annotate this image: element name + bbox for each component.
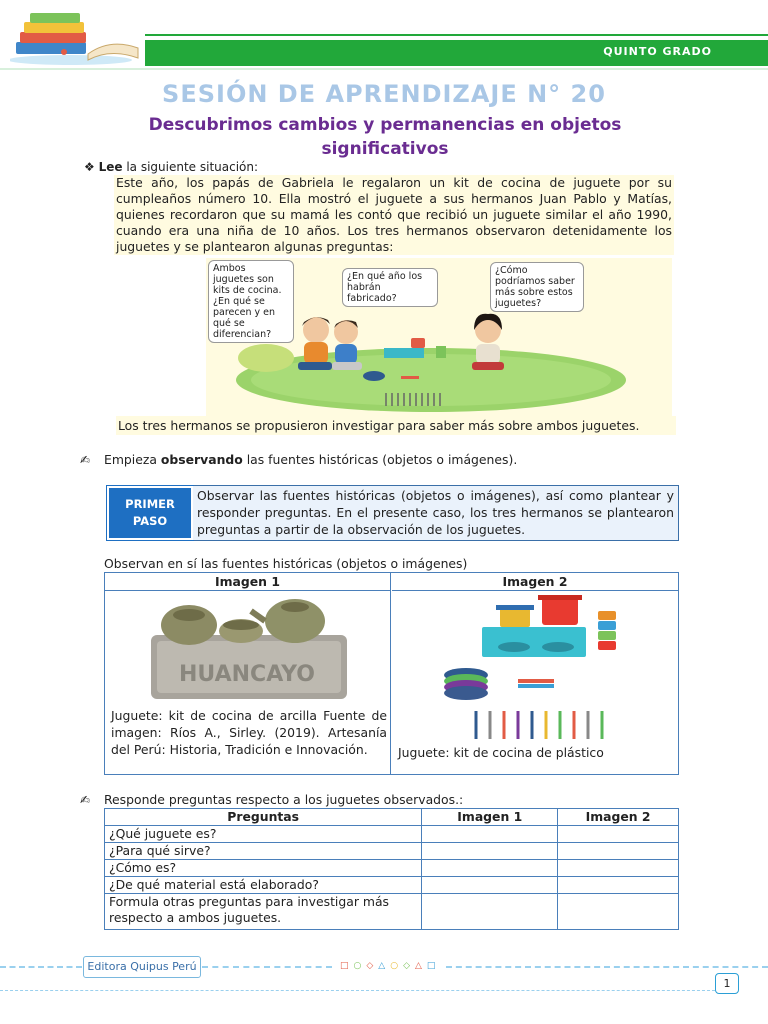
question-cell: ¿Cómo es? [105,860,422,877]
instruction-observe-post: las fuentes históricas (objetos o imágenes). [242,452,518,467]
table-row [105,860,679,877]
instruction-observe-bold: observando [160,452,243,467]
answer-cell[interactable] [558,843,679,860]
table-row [105,877,679,894]
header-bar [145,40,768,66]
footer-bottom-line [0,990,715,991]
table-row [105,894,679,930]
footer-dashed-line [202,966,332,968]
question-cell: ¿Para qué sirve? [105,843,422,860]
first-step-label [107,486,193,540]
table-row [105,826,679,843]
speech-bubble-3: ¿Cómo podríamos saber más sobre estos juguetes? [490,262,584,312]
books-logo [10,8,145,66]
questions-table [104,808,679,930]
grade-label: QUINTO GRADO [603,45,712,58]
instruction-observe [104,452,517,467]
table-row [105,843,679,860]
footer-dashed-line [446,966,768,968]
answer-cell[interactable] [558,826,679,843]
answer-cell[interactable] [558,894,679,930]
question-cell: ¿Qué juguete es? [105,826,422,843]
read-instruction-rest: la siguiente situación: [122,160,259,174]
answer-cell[interactable] [422,843,558,860]
speech-bubble-1: Ambos juguetes son kits de cocina. ¿En qué se parecen y en qué se diferencian? [208,260,294,343]
speech-bubble-2: ¿En qué año los habrán fabricado? [342,268,438,307]
image-table [104,572,679,775]
pencil-bullet-icon: ✍ [80,793,91,807]
image-1-header: Imagen 1 [105,573,390,591]
first-step-box [106,485,679,541]
clay-kitchen-image [143,593,353,705]
image-2-caption: Juguete: kit de cocina de plástico [398,745,604,760]
observe-caption: Observan en sí las fuentes históricas (objetos o imágenes) [104,556,468,571]
first-step-text: Observar las fuentes históricas (objetos o imágenes), así como plantear y responder preguntas. En el presente caso, los tres hermanos se plantearon preguntas a partir de la observación de los juguetes. [193,486,678,540]
header-divider [0,68,768,70]
image-2-column [392,573,678,774]
image-1-column [105,573,391,774]
image-1-caption: Juguete: kit de cocina de arcilla Fuente de imagen: Ríos A., Sirley. (2019). Artesanía del Perú: Historia, Tradición e Innovación. [111,708,387,757]
clay-stamp-text: HUANCAYO [179,662,315,687]
read-instruction-bold: Lee [98,160,123,174]
image-1-answer-header: Imagen 1 [422,809,558,826]
image-2-header: Imagen 2 [392,573,678,591]
page-subtitle: Descubrimos cambios y permanencias en objetos significativos [148,115,622,159]
footer-dashed-line [0,966,82,968]
page-title: SESIÓN DE APRENDIZAJE N° 20 [162,80,606,108]
plastic-kitchen-image [442,593,632,743]
page-number: 1 [715,973,739,994]
answer-cell[interactable] [422,860,558,877]
pencil-bullet-icon: ✍ [80,453,91,467]
questions-header: Preguntas [105,809,422,826]
questions-header-row [105,809,679,826]
footer-shapes-icon: □ ○ ◇ △ ○ ◇ △ □ [340,961,436,971]
answer-cell[interactable] [422,894,558,930]
read-instruction [84,160,258,174]
story-paragraph: Este año, los papás de Gabriela le regalaron un kit de cocina de juguete por su cumpleaños número 10. Ella mostró el juguete a sus hermanos Juan Pablo y Matías, quienes recordaron que su mamá les contó que recibió un juguete similar el año 1990, cuando era una niña de 10 años. Los tres hermanos observaron detenidamente los juguetes y se plantearon algunas preguntas: [116,175,672,254]
question-cell: Formula otras preguntas para investigar más respecto a ambos juguetes. [105,894,422,930]
story-conclusion: Los tres hermanos se propusieron investigar para saber más sobre ambos juguetes. [116,416,676,435]
answer-cell[interactable] [422,826,558,843]
first-step-label-line1: PRIMER [125,497,175,511]
answer-cell[interactable] [422,877,558,894]
answer-cell[interactable] [558,860,679,877]
diamond-bullet-icon: ❖ [84,160,99,174]
question-cell: ¿De qué material está elaborado? [105,877,422,894]
answer-cell[interactable] [558,877,679,894]
first-step-label-line2: PASO [132,514,168,528]
instruction-answer: Responde preguntas respecto a los juguetes observados.: [104,792,464,807]
instruction-observe-pre: Empieza [104,452,161,467]
children-illustration [206,258,672,418]
image-2-answer-header: Imagen 2 [558,809,679,826]
publisher-label: Editora Quipus Perú [83,956,201,978]
